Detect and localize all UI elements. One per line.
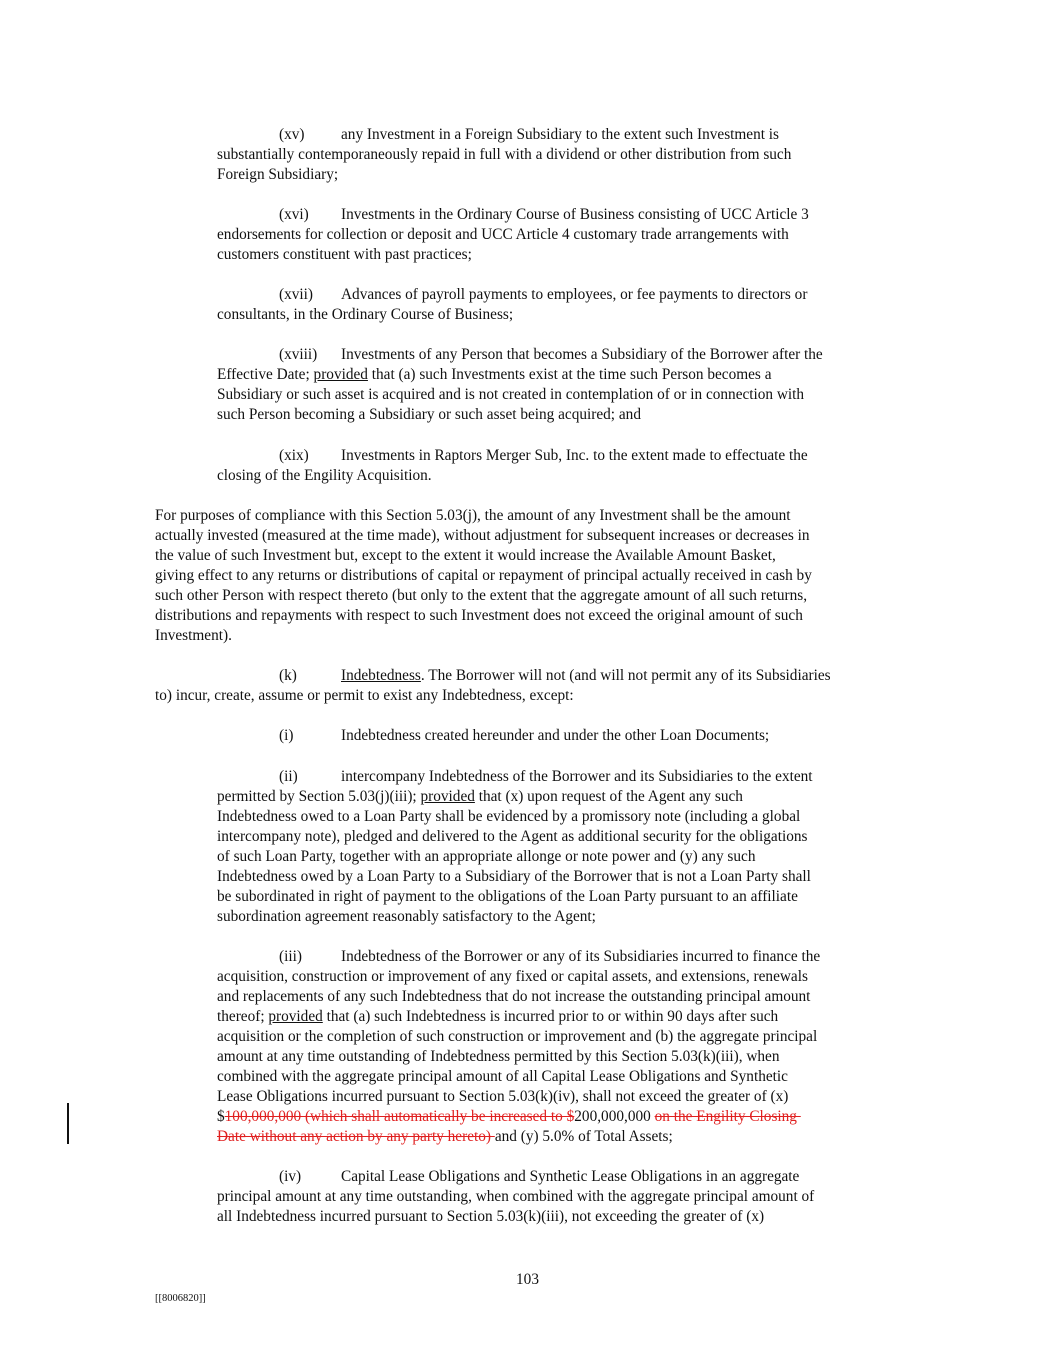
text-line: Indebtedness. The Borrower will not (and will not permit any of its Subsidiaries: [341, 667, 831, 684]
text-line: Advances of payroll payments to employees, or fee payments to directors or: [341, 286, 808, 303]
provided-underlined: provided: [420, 788, 475, 805]
clause-number-xix: (xix): [279, 447, 309, 464]
text-line: of such Loan Party, together with an appropriate allonge or note power and (y) any such: [217, 848, 756, 865]
clause-number-ii: (ii): [279, 768, 298, 785]
text-line: all Indebtedness incurred pursuant to Section 5.03(k)(iii), not exceeding the greater of (x): [217, 1208, 765, 1225]
clause-number-iii: (iii): [279, 948, 302, 965]
clause-number-xvii: (xvii): [279, 286, 313, 303]
text-line: Subsidiary or such asset is acquired and is not created in contemplation of or in connection with: [217, 386, 805, 403]
page-number: 103: [516, 1271, 539, 1288]
text-line-with-deletions: $100,000,000 (which shall automatically be increased to $200,000,000 on the Engility Closing: [217, 1108, 801, 1125]
text-line: Indebtedness of the Borrower or any of its Subsidiaries incurred to finance the: [341, 948, 821, 965]
text-line: Effective Date; provided that (a) such Investments exist at the time such Person becomes a: [217, 366, 772, 383]
text-line: principal amount at any time outstanding, when combined with the aggregate principal amount of: [217, 1188, 815, 1205]
text-line: Lease Obligations incurred pursuant to Section 5.03(k)(iv), shall not exceed the greater of (x): [217, 1088, 789, 1105]
text-line: amount at any time outstanding of Indebtedness permitted by this Section 5.03(k)(iii), when: [217, 1048, 780, 1065]
text-line: permitted by Section 5.03(j)(iii); provided that (x) upon request of the Agent any such: [217, 788, 743, 805]
text-line: distributions and repayments with respect to such Investment does not exceed the original amount of such: [155, 607, 803, 624]
text-line: giving effect to any returns or distributions of capital or repayment of principal actually received in cash by: [155, 567, 812, 584]
clause-number-xvi: (xvi): [279, 206, 309, 223]
text-line: the value of such Investment but, except to the extent it would increase the Available Amount Basket,: [155, 547, 776, 564]
deleted-text: on the Engility Closing: [654, 1108, 801, 1125]
text-line: Investments in the Ordinary Course of Business consisting of UCC Article 3: [341, 206, 809, 223]
document-id: [[8006820]]: [155, 1293, 206, 1304]
text-line: intercompany Indebtedness of the Borrower and its Subsidiaries to the extent: [341, 768, 813, 785]
change-bar: [67, 1103, 69, 1144]
text-line: closing of the Engility Acquisition.: [217, 467, 432, 484]
text-line: Investments of any Person that becomes a Subsidiary of the Borrower after the: [341, 346, 823, 363]
text-line: endorsements for collection or deposit and UCC Article 4 customary trade arrangements with: [217, 226, 789, 243]
text-line: combined with the aggregate principal amount of all Capital Lease Obligations and Synthetic: [217, 1068, 788, 1085]
text-line: and replacements of any such Indebtedness that do not increase the outstanding principal amount: [217, 988, 811, 1005]
text-line: intercompany note), pledged and delivered to the Agent as additional security for the obligations: [217, 828, 808, 845]
text-line: For purposes of compliance with this Section 5.03(j), the amount of any Investment shall be the amount: [155, 507, 791, 524]
text-line: be subordinated in right of payment to the obligations of the Loan Party pursuant to an affiliate: [217, 888, 798, 905]
deleted-text: Date without any action by any party hereto): [217, 1128, 495, 1145]
text-line: subordination agreement reasonably satisfactory to the Agent;: [217, 908, 596, 925]
text-line: to) incur, create, assume or permit to exist any Indebtedness, except:: [155, 687, 574, 704]
indebtedness-heading: Indebtedness: [341, 667, 421, 684]
text-line: Indebtedness owed by a Loan Party to a Subsidiary of the Borrower that is not a Loan Party shall: [217, 868, 811, 885]
text-line: Indebtedness created hereunder and under the other Loan Documents;: [341, 727, 770, 744]
text-line: thereof; provided that (a) such Indebtedness is incurred prior to or within 90 days after such: [217, 1008, 779, 1025]
text-line: Investment).: [155, 627, 232, 644]
text-line: customers constituent with past practices;: [217, 246, 472, 263]
text-line: Foreign Subsidiary;: [217, 166, 339, 183]
text-line: Investments in Raptors Merger Sub, Inc. to the extent made to effectuate the: [341, 447, 808, 464]
clause-number-i: (i): [279, 727, 294, 744]
text-line: acquisition, construction or improvement of any fixed or capital assets, and extensions, renewals: [217, 968, 808, 985]
provided-underlined: provided: [268, 1008, 323, 1025]
clause-number-k: (k): [279, 667, 297, 684]
text-line: Indebtedness owed to a Loan Party shall be evidenced by a promissory note (including a global: [217, 808, 801, 825]
text-line: actually invested (measured at the time made), without adjustment for subsequent increases or decreases in: [155, 527, 810, 544]
clause-number-iv: (iv): [279, 1168, 302, 1185]
text-line: such other Person with respect thereto (but only to the extent that the aggregate amount of all such returns,: [155, 587, 808, 604]
clause-number-xviii: (xviii): [279, 346, 318, 363]
text-line: Capital Lease Obligations and Synthetic Lease Obligations in an aggregate: [341, 1168, 800, 1185]
provided-underlined: provided: [313, 366, 368, 383]
text-line: acquisition or the completion of such construction or improvement and (b) the aggregate principal: [217, 1028, 818, 1045]
text-line: substantially contemporaneously repaid in full with a dividend or other distribution from such: [217, 146, 792, 163]
text-line: consultants, in the Ordinary Course of Business;: [217, 306, 514, 323]
text-line-with-deletions: Date without any action by any party hereto) and (y) 5.0% of Total Assets;: [217, 1128, 673, 1145]
text-line: any Investment in a Foreign Subsidiary to the extent such Investment is: [341, 126, 780, 143]
clause-number-xv: (xv): [279, 126, 305, 143]
deleted-text: 100,000,000 (which shall automatically be increased to $: [224, 1108, 575, 1125]
text-line: such Person becoming a Subsidiary or such asset being acquired; and: [217, 406, 641, 423]
